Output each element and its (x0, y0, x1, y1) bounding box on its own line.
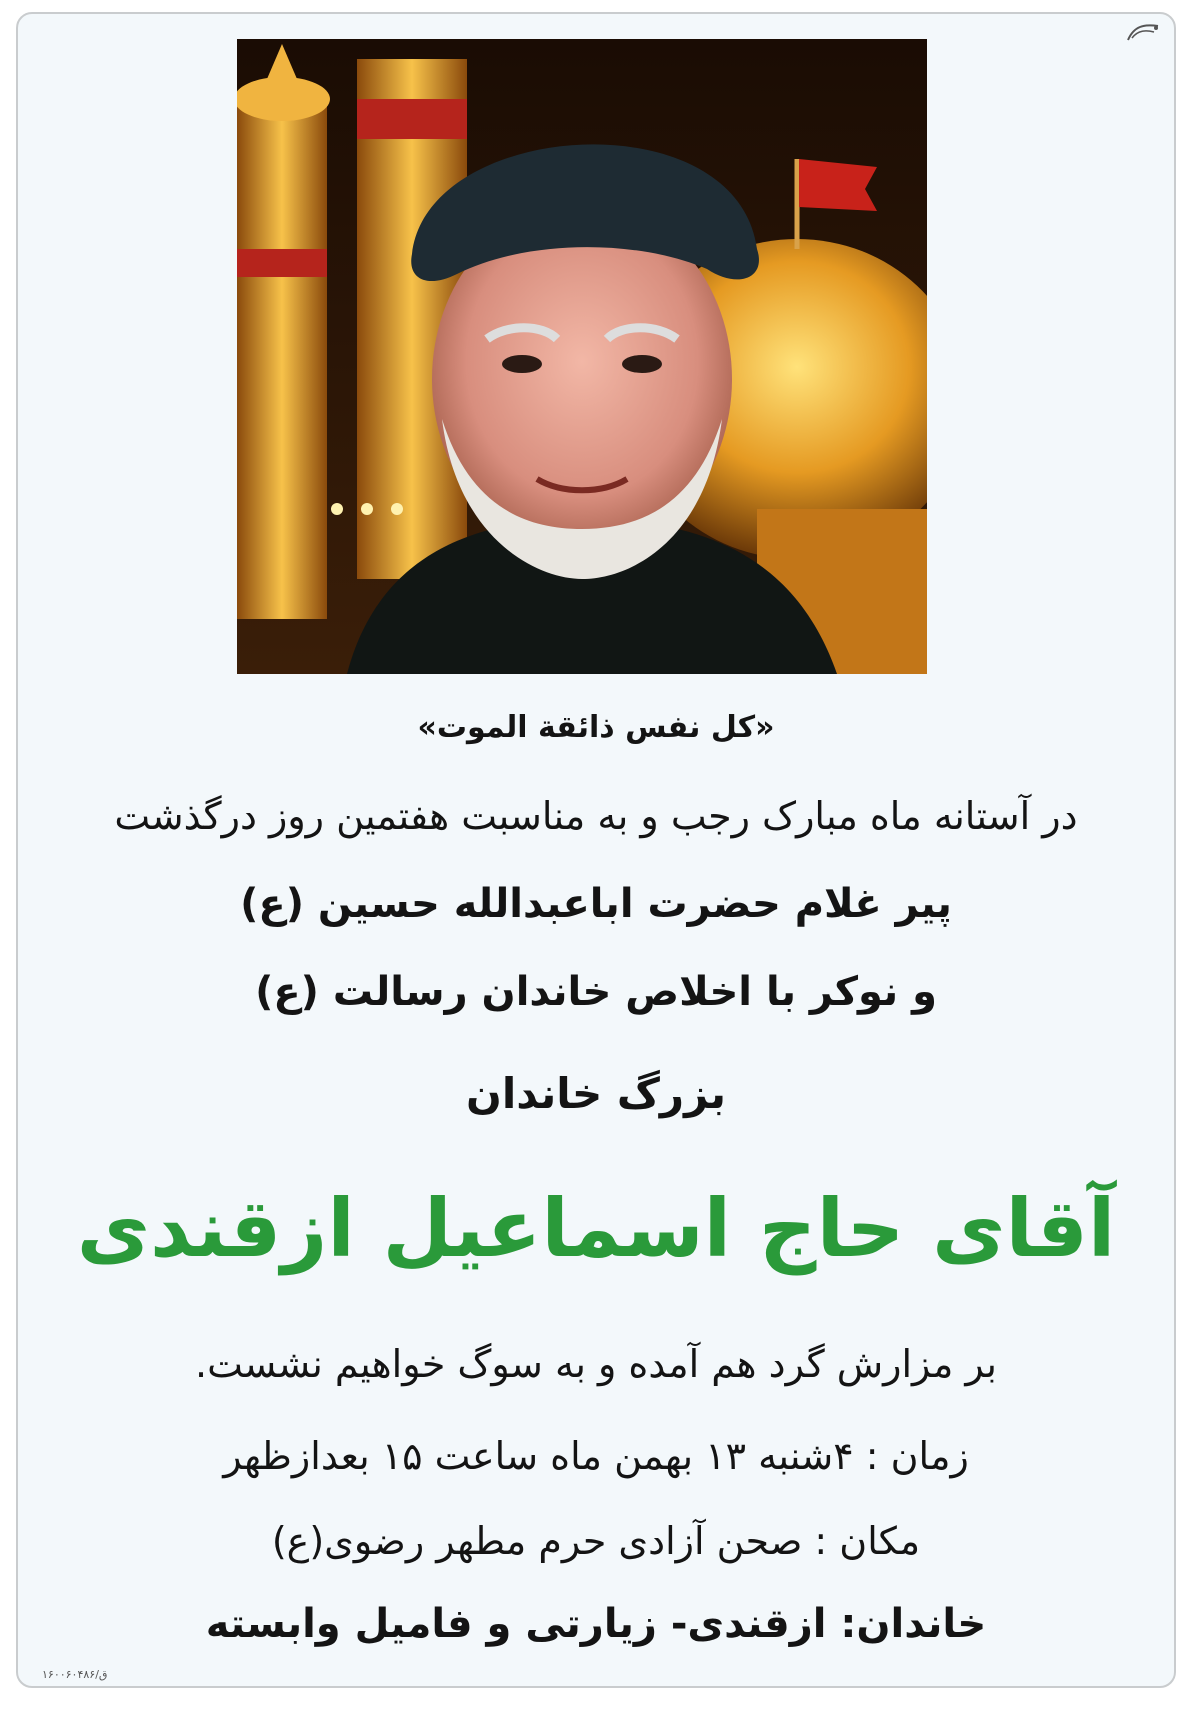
corner-ornament-icon (1126, 20, 1160, 44)
deceased-photo (237, 39, 927, 674)
place-line: مکان : صحن آزادی حرم مطهر رضوی(ع) (271, 1519, 921, 1563)
quran-verse: «کل نفس ذائقة الموت» (417, 710, 775, 745)
time-line: زمان : ۴شنبه ۱۳ بهمن ماه ساعت ۱۵ بعدازظهر (223, 1434, 969, 1478)
deceased-name: آقای حاج اسماعیل ازقندی (76, 1182, 1116, 1275)
elder-title: بزرگ خاندان (465, 1069, 727, 1118)
notice-card (16, 12, 1176, 1688)
intro-line: در آستانه ماه مبارک رجب و به مناسبت هفتمین روز درگذشت (114, 794, 1078, 838)
gathering-line: بر مزارش گرد هم آمده و به سوگ خواهیم نشست. (195, 1342, 997, 1386)
title-line-1: پیر غلام حضرت اباعبدالله حسین (ع) (240, 881, 952, 927)
family-signature: خاندان: ازقندی- زیارتی و فامیل وابسته (205, 1601, 987, 1647)
title-line-2: و نوکر با اخلاص خاندان رسالت (ع) (255, 969, 937, 1015)
ad-reference-code: ق/۱۶۰۰۶۰۴۸۶ (42, 1668, 108, 1681)
